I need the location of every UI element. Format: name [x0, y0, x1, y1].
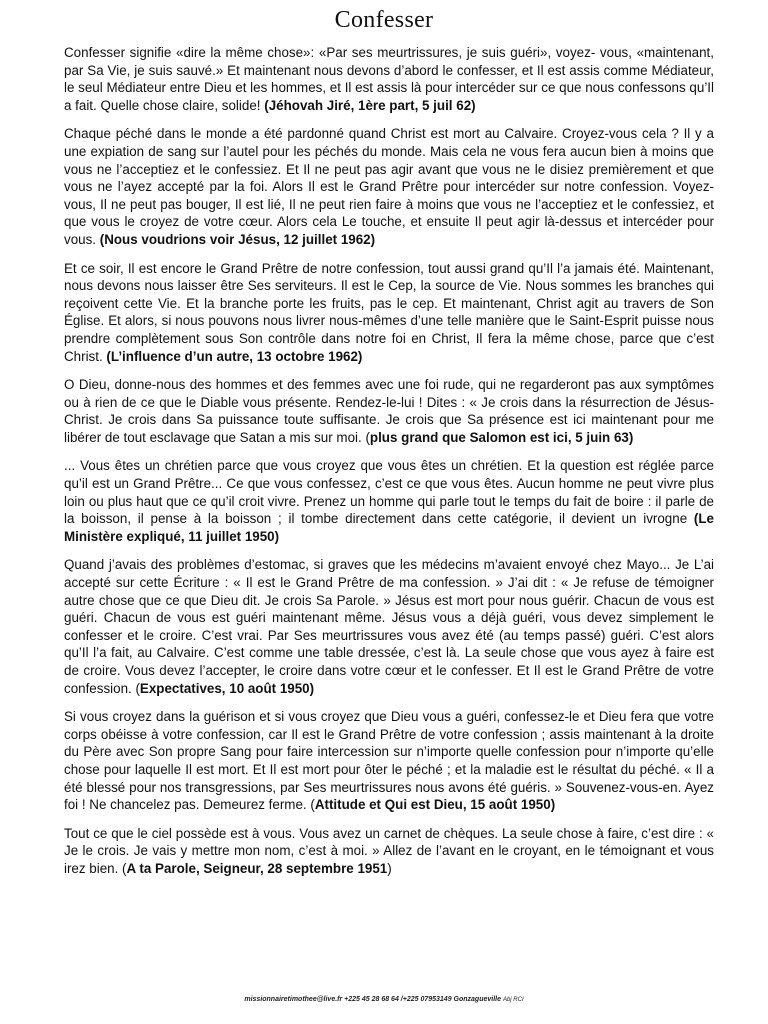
page-footer — [0, 996, 768, 1003]
document-title: Confesser — [334, 7, 434, 33]
paragraph-7 — [64, 708, 714, 814]
paragraph-text: Tout ce que le ciel possède est à vous. Vous avez un carnet de chèques. La seule chose à faire, c’est dire : « Je le crois. Je vais y mettre mon nom, c’est à moi. » Allez de l’avant en le croyant, en le témoignant et vous irez bien. ( — [64, 825, 714, 876]
sermon-reference: (Nous voudrions voir Jésus, 12 juillet 1962) — [99, 231, 376, 247]
paragraph-6 — [64, 556, 714, 697]
paragraph-text: Et ce soir, Il est encore le Grand Prêtre de notre confession, tout aussi grand qu’Il l’a jamais été. Maintenant, nous devons nous laisser être Ses serviteurs. Il est le Cep, la source de Vie. Nous sommes les branches qui reçoivent cette Vie. Et la branche porte les fruits, pas le cep. Et maintenant, Christ agit au travers de Son Église. Et alors, si nous pouvons nous livrer nous-mêmes d’une telle manière que le Saint-Esprit puisse nous prendre complètement sous Son contrôle dans notre foi en Christ, Il fera la même chose, parce que c’est Christ. — [64, 260, 714, 364]
sermon-reference: (Jéhovah Jiré, 1ère part, 5 juil 62) — [264, 97, 476, 113]
paragraph-text: Chaque péché dans le monde a été pardonné quand Christ est mort au Calvaire. Croyez-vous cela ? Il y a une expiation de sang sur l’autel pour les péchés du monde. Mais cela ne vous fera aucun bien à moins que vous ne l’acceptiez et le confessiez. Et Il ne peut pas agir avant que vous ne le disiez premièrement et que vous ne l’ayez accepté par la foi. Alors Il est le Grand Prêtre pour intercéder sur notre confession. Voyez-vous, Il ne peut pas bouger, Il est lié, Il ne peut rien faire à moins que vous ne l’acceptiez et le confessiez, et que vous le croyez de votre cœur. Alors cela Le touche, et ensuite Il peut agir là-dessus et intercéder pour vous. — [64, 126, 714, 247]
paragraph-text: Confesser signifie «dire la même chose»: «Par ses meurtrissures, je suis guéri», voyez- vous, «maintenant, par Sa Vie, je suis sauvé.» Et maintenant nous devons d’abord le confesser, et Il est assis comme Médiateur, le seul Médiateur entre Dieu et les hommes, et Il est assis là pour intercéder sur ce que nous confessons qu’Il a fait. Quelle chose claire, solide! — [64, 45, 714, 113]
footer-contact: missionnairetimothee@live.fr +225 45 28 68 64 /+225 07953149 Gonzagueville — [244, 996, 501, 1003]
paragraph-4 — [64, 376, 714, 446]
paragraph-text: ... Vous êtes un chrétien parce que vous croyez que vous êtes un chrétien. Et la question est réglée parce qu’il est un Grand Prêtre... Ce que vous confessez, c’est ce que vous êtes. Aucun homme ne peut vivre plus loin ou plus haut que ce qu’il croit vivre. Prenez un homme qui parle tout le temps du fait de boire : il parle de la boisson, il pense à la boisson ; il tombe directement dans cette catégorie, il devient un ivrogne — [64, 458, 714, 527]
paragraph-text: Si vous croyez dans la guérison et si vous croyez que Dieu vous a guéri, confessez-le et Dieu fera que votre corps obéisse à votre confession, car Il est le Grand Prêtre de votre confession ; assis maintenant à la droite du Père avec Son propre Sang pour faire intercession sur n’importe quelle confession pour n’importe qu’elle chose pour laquelle Il est mort. Et Il est mort pour ôter le péché ; et la maladie est le résultat du péché. « Il a été blessé pour nos transgressions, par Ses meurtrissures nous avons été guéris. » Souvenez-vous-en. Ayez foi ! Ne chancelez pas. Demeurez ferme. ( — [64, 709, 714, 813]
sermon-reference: (L’influence d’un autre, 13 octobre 1962) — [106, 348, 363, 364]
document-body — [64, 44, 714, 889]
paragraph-5 — [64, 457, 714, 545]
sermon-reference: (Le Ministère expliqué, 11 juillet 1950) — [64, 511, 714, 544]
paragraph-8 — [64, 825, 714, 878]
paragraph-text: Quand j’avais des problèmes d’estomac, si graves que les médecins m’avaient envoyé chez Mayo... Je L’ai accepté sur cette Écriture : « Il est le Grand Prêtre de ma confession. » J’ai dit : « Je refuse de témoigner autre chose que ce que Dieu dit. Je crois Sa Parole. » Jésus est mort pour nous guérir. Chacun de vous est guéri. Chacun de vous est guéri maintenant même. Jésus vous a déjà guéri, vous devez simplement le confesser et le croire. C’est vrai. Par Ses meurtrissures vous avez été (au temps passé) guéri. C’est alors qu’Il l’a fait, au Calvaire. C’est comme une table dressée, c’est là. La seule chose que vous ayez à faire est de croire. Vous devez l’accepter, le croire dans votre cœur et le confesser. Et Il est le Grand Prêtre de votre confession. ( — [64, 557, 714, 696]
sermon-reference: Attitude et Qui est Dieu, 15 août 1950) — [314, 797, 556, 813]
paragraph-tail: ) — [387, 860, 392, 876]
paragraph-3 — [64, 260, 714, 366]
sermon-reference: plus grand que Salomon est ici, 5 juin 63) — [369, 429, 634, 445]
sermon-reference: Expectatives, 10 août 1950) — [139, 680, 315, 696]
paragraph-2 — [64, 125, 714, 248]
paragraph-1 — [64, 44, 714, 114]
footer-location: Abj RCI — [502, 997, 524, 1003]
paragraph-text: O Dieu, donne-nous des hommes et des femmes avec une foi rude, qui ne regarderont pas aux symptômes ou à rien de ce que le Diable vous présente. Rendez-le-lui ! Dites : « Je crois dans la résurrection de Jésus-Christ. Je crois dans Sa puissance toute suffisante. Je crois que Sa présence est ici maintenant pour me libérer de tout esclavage que Satan a mis sur moi. ( — [64, 377, 714, 445]
sermon-reference: A ta Parole, Seigneur, 28 septembre 1951 — [126, 860, 388, 876]
